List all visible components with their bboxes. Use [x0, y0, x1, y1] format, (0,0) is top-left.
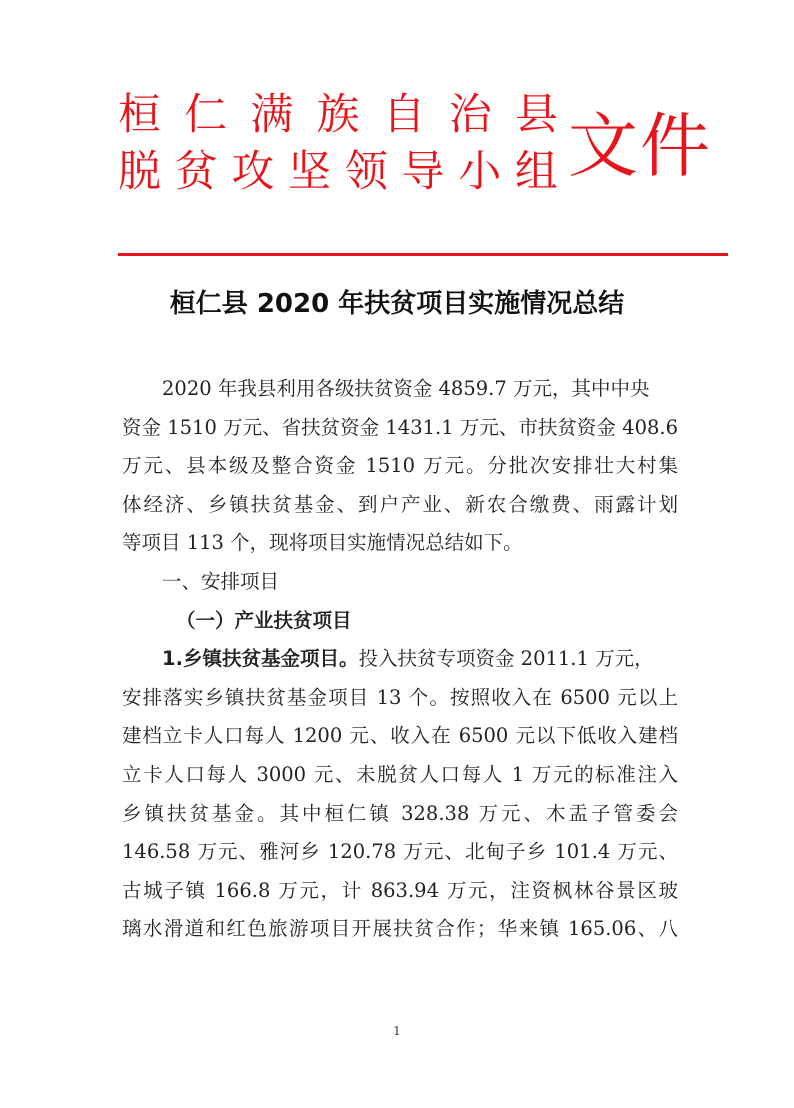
header-char: 族 — [316, 90, 360, 140]
header-char: 攻 — [231, 147, 275, 197]
item-first-rest: 投入扶贫专项资金 2011.1 万元， — [358, 647, 654, 671]
item-first-line — [122, 640, 678, 679]
header-char: 满 — [250, 90, 294, 140]
item-line: 璃水滑道和红色旅游项目开展扶贫合作；华来镇 165.06、八 — [122, 917, 678, 941]
subsection-heading: （一）产业扶贫项目 — [176, 608, 352, 632]
item-line: 乡镇扶贫基金。其中桓仁镇 328.38 万元、木盂子管委会 — [122, 801, 678, 825]
intro-line: 等项目 113 个，现将项目实施情况总结如下。 — [122, 531, 523, 555]
header-char: 领 — [344, 147, 388, 197]
header-char: 导 — [401, 147, 445, 197]
header-char: 桓 — [118, 90, 161, 140]
document-title: 桓仁县 2020 年扶贫项目实施情况总结 — [169, 289, 625, 319]
header-red-rule — [118, 253, 728, 256]
item-line: 建档立卡人口每人 1200 元、收入在 6500 元以下低收入建档 — [122, 724, 678, 748]
intro-line: 2020 年我县利用各级扶贫资金 4859.7 万元，其中中央 — [162, 377, 650, 400]
header-line-2 — [118, 147, 558, 197]
intro-line: 体经济、乡镇扶贫基金、到户产业、新农合缴费、雨露计划 — [122, 492, 678, 516]
page-number: 1 — [393, 1024, 401, 1038]
header-document-suffix: 文件 — [568, 105, 712, 187]
item-line: 立卡人口每人 3000 元、未脱贫人口每人 1 万元的标准注入 — [122, 762, 678, 786]
item-line: 146.58 万元、雅河乡 120.78 万元、北甸子乡 101.4 万元、 — [122, 840, 678, 864]
item-line: 古城子镇 166.8 万元，计 863.94 万元，注资枫林谷景区玻 — [122, 878, 678, 902]
item-line: 安排落实乡镇扶贫基金项目 13 个。按照收入在 6500 元以上 — [122, 685, 678, 709]
section-heading: 一、安排项目 — [162, 569, 280, 593]
header-char: 治 — [448, 90, 492, 140]
header-char: 坚 — [288, 147, 332, 197]
header-char: 贫 — [174, 147, 218, 197]
document-body — [122, 370, 678, 949]
header-char: 仁 — [184, 90, 228, 140]
header-char: 自 — [382, 90, 426, 140]
header-char: 县 — [514, 90, 558, 140]
intro-line: 万元、县本级及整合资金 1510 万元。分批次安排壮大村集 — [122, 454, 678, 478]
header-char: 小 — [458, 147, 502, 197]
item-lead: 1.乡镇扶贫基金项目。 — [162, 647, 359, 671]
intro-line: 资金 1510 万元、省扶贫资金 1431.1 万元、市扶贫资金 408.6 — [122, 415, 678, 439]
header-char: 脱 — [118, 147, 161, 197]
header-line-1 — [118, 90, 558, 140]
header-char: 组 — [514, 147, 558, 197]
